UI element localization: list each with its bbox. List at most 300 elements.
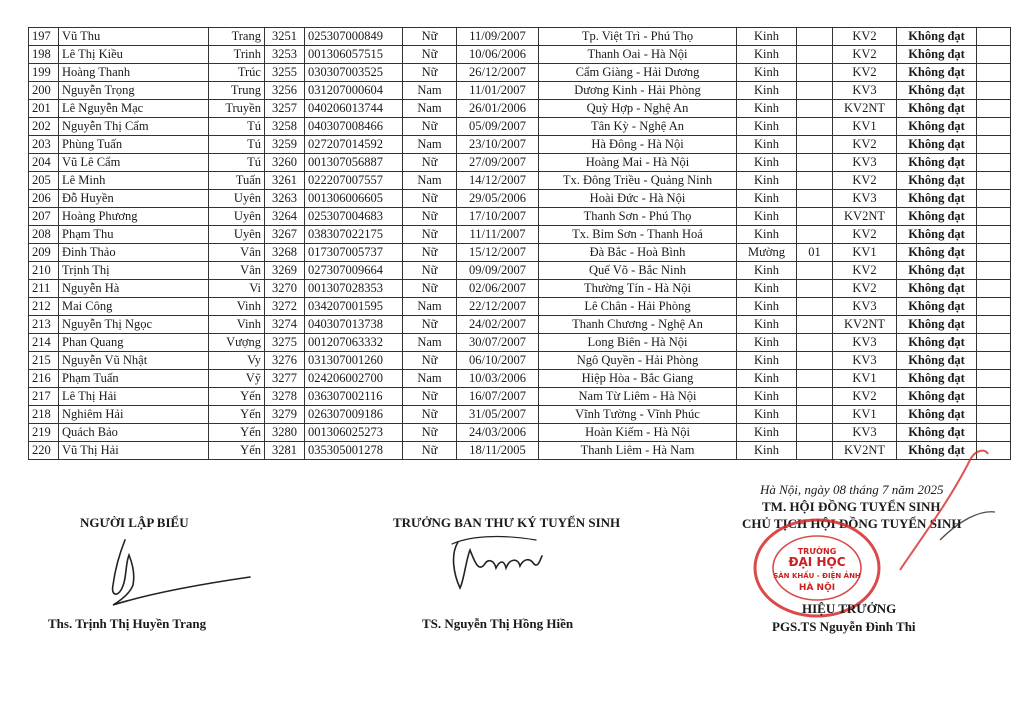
middle-name-cell: Hoàng Phương [59,208,209,226]
table-row [29,208,1011,226]
priority-group-cell [797,118,833,136]
middle-name-cell: Nguyễn Trọng [59,82,209,100]
row-number-cell: 206 [29,190,59,208]
candidate-number-cell: 3256 [265,82,305,100]
candidate-number-cell: 3275 [265,334,305,352]
blank-cell-cell [977,28,1011,46]
date-of-birth-cell: 11/01/2007 [457,82,539,100]
row-number-cell: 219 [29,424,59,442]
priority-group-cell [797,406,833,424]
candidate-number-cell: 3264 [265,208,305,226]
table-row [29,334,1011,352]
id-number-cell: 001207063332 [305,334,403,352]
middle-name-cell: Quách Bảo [59,424,209,442]
table-row [29,298,1011,316]
gender-cell: Nữ [403,388,457,406]
gender-cell: Nam [403,370,457,388]
date-of-birth-cell: 30/07/2007 [457,334,539,352]
table-row [29,406,1011,424]
given-name-cell: Tú [209,136,265,154]
area-zone-cell: KV3 [833,334,897,352]
area-zone-cell: KV2 [833,136,897,154]
middle-name-cell: Lê Thị Hải [59,388,209,406]
row-number-cell: 212 [29,298,59,316]
given-name-cell: Uyên [209,190,265,208]
table-row [29,424,1011,442]
row-number-cell: 216 [29,370,59,388]
given-name-cell: Uyên [209,208,265,226]
result-cell: Không đạt [897,190,977,208]
id-number-cell: 026307009186 [305,406,403,424]
blank-cell-cell [977,136,1011,154]
area-zone-cell: KV2 [833,46,897,64]
row-number-cell: 197 [29,28,59,46]
area-zone-cell: KV2NT [833,100,897,118]
middle-name-cell: Vũ Thị Hải [59,442,209,460]
id-number-cell: 022207007557 [305,172,403,190]
candidate-number-cell: 3255 [265,64,305,82]
table-row [29,388,1011,406]
blank-cell-cell [977,208,1011,226]
date-of-birth-cell: 24/02/2007 [457,316,539,334]
ethnicity-cell: Kinh [737,406,797,424]
ethnicity-cell: Kinh [737,154,797,172]
date-of-birth-cell: 24/03/2006 [457,424,539,442]
council-line-1: TM. HỘI ĐỒNG TUYỂN SINH [762,499,941,514]
candidate-number-cell: 3257 [265,100,305,118]
ethnicity-cell: Kinh [737,136,797,154]
blank-cell-cell [977,118,1011,136]
gender-cell: Nam [403,82,457,100]
row-number-cell: 211 [29,280,59,298]
birthplace-cell: Hoài Đức - Hà Nội [539,190,737,208]
birthplace-cell: Long Biên - Hà Nội [539,334,737,352]
ethnicity-cell: Kinh [737,100,797,118]
id-number-cell: 001307056887 [305,154,403,172]
row-number-cell: 207 [29,208,59,226]
row-number-cell: 203 [29,136,59,154]
id-number-cell: 040307008466 [305,118,403,136]
given-name-cell: Vân [209,262,265,280]
middle-name-cell: Lê Minh [59,172,209,190]
id-number-cell: 017307005737 [305,244,403,262]
birthplace-cell: Lê Chân - Hải Phòng [539,298,737,316]
result-cell: Không đạt [897,172,977,190]
result-cell: Không đạt [897,208,977,226]
middle-name-cell: Trịnh Thị [59,262,209,280]
ethnicity-cell: Kinh [737,298,797,316]
gender-cell: Nam [403,100,457,118]
ethnicity-cell: Kinh [737,190,797,208]
row-number-cell: 201 [29,100,59,118]
area-zone-cell: KV2 [833,226,897,244]
given-name-cell: Yến [209,424,265,442]
area-zone-cell: KV2NT [833,316,897,334]
ethnicity-cell: Kinh [737,388,797,406]
priority-group-cell [797,334,833,352]
ethnicity-cell: Mường [737,244,797,262]
id-number-cell: 001306057515 [305,46,403,64]
id-number-cell: 027207014592 [305,136,403,154]
ethnicity-cell: Kinh [737,334,797,352]
result-cell: Không đạt [897,406,977,424]
date-of-birth-cell: 10/06/2006 [457,46,539,64]
area-zone-cell: KV2 [833,28,897,46]
result-cell: Không đạt [897,334,977,352]
date-of-birth-cell: 10/03/2006 [457,370,539,388]
table-body [29,28,1011,460]
birthplace-cell: Ngô Quyền - Hải Phòng [539,352,737,370]
priority-group-cell [797,136,833,154]
birthplace-cell: Thanh Oai - Hà Nội [539,46,737,64]
date-of-birth-cell: 09/09/2007 [457,262,539,280]
candidate-number-cell: 3261 [265,172,305,190]
ethnicity-cell: Kinh [737,442,797,460]
ethnicity-cell: Kinh [737,28,797,46]
table-row [29,226,1011,244]
table-row [29,154,1011,172]
given-name-cell: Vy [209,352,265,370]
area-zone-cell: KV2 [833,262,897,280]
middle-name-cell: Phạm Thu [59,226,209,244]
gender-cell: Nữ [403,262,457,280]
blank-cell-cell [977,64,1011,82]
ethnicity-cell: Kinh [737,352,797,370]
middle-name-cell: Phạm Tuấn [59,370,209,388]
gender-cell: Nữ [403,316,457,334]
result-cell: Không đạt [897,154,977,172]
candidate-number-cell: 3277 [265,370,305,388]
middle-name-cell: Nguyễn Hà [59,280,209,298]
council-line-2: CHỦ TỊCH HỘI ĐỒNG TUYỂN SINH [742,516,962,531]
area-zone-cell: KV3 [833,424,897,442]
table-row [29,136,1011,154]
blank-cell-cell [977,388,1011,406]
seal-line-1: TRƯỜNG [797,547,837,556]
result-cell: Không đạt [897,226,977,244]
given-name-cell: Trúc [209,64,265,82]
blank-cell-cell [977,172,1011,190]
priority-group-cell [797,442,833,460]
middle-name-cell: Nguyễn Thị Cẩm [59,118,209,136]
area-zone-cell: KV2 [833,280,897,298]
middle-name-cell: Nguyễn Vũ Nhật [59,352,209,370]
seal-line-3: SÂN KHẤU - ĐIỆN ẢNH [773,572,861,580]
result-cell: Không đạt [897,424,977,442]
birthplace-cell: Quỳ Hợp - Nghệ An [539,100,737,118]
blank-cell-cell [977,280,1011,298]
priority-group-cell [797,280,833,298]
area-zone-cell: KV1 [833,244,897,262]
candidate-number-cell: 3253 [265,46,305,64]
result-cell: Không đạt [897,82,977,100]
gender-cell: Nam [403,136,457,154]
date-line: Hà Nội, ngày 08 tháng 7 năm 2025 [760,482,944,497]
seal-line-4: HÀ NỘI [798,583,836,593]
candidate-number-cell: 3272 [265,298,305,316]
birthplace-cell: Dương Kinh - Hải Phòng [539,82,737,100]
candidate-number-cell: 3259 [265,136,305,154]
candidate-number-cell: 3251 [265,28,305,46]
ethnicity-cell: Kinh [737,424,797,442]
blank-cell-cell [977,190,1011,208]
row-number-cell: 213 [29,316,59,334]
candidate-number-cell: 3258 [265,118,305,136]
id-number-cell: 027307009664 [305,262,403,280]
blank-cell-cell [977,316,1011,334]
preparer-name: Ths. Trịnh Thị Huyền Trang [48,616,207,631]
date-of-birth-cell: 22/12/2007 [457,298,539,316]
middle-name-cell: Vũ Thu [59,28,209,46]
gender-cell: Nữ [403,46,457,64]
birthplace-cell: Hoàng Mai - Hà Nội [539,154,737,172]
rector-signature-mark [880,440,1000,580]
row-number-cell: 214 [29,334,59,352]
middle-name-cell: Đinh Thảo [59,244,209,262]
given-name-cell: Tú [209,154,265,172]
result-cell: Không đạt [897,244,977,262]
gender-cell: Nữ [403,424,457,442]
result-cell: Không đạt [897,136,977,154]
ethnicity-cell: Kinh [737,172,797,190]
date-of-birth-cell: 11/09/2007 [457,28,539,46]
middle-name-cell: Nguyễn Thị Ngọc [59,316,209,334]
given-name-cell: Tuấn [209,172,265,190]
result-cell: Không đạt [897,118,977,136]
area-zone-cell: KV2 [833,388,897,406]
id-number-cell: 030307003525 [305,64,403,82]
priority-group-cell [797,64,833,82]
candidate-number-cell: 3269 [265,262,305,280]
birthplace-cell: Tp. Việt Trì - Phú Thọ [539,28,737,46]
gender-cell: Nam [403,298,457,316]
table-row [29,100,1011,118]
date-of-birth-cell: 14/12/2007 [457,172,539,190]
priority-group-cell [797,388,833,406]
given-name-cell: Vượng [209,334,265,352]
id-number-cell: 001306025273 [305,424,403,442]
candidate-number-cell: 3268 [265,244,305,262]
secretary-name: TS. Nguyễn Thị Hồng Hiền [422,616,574,631]
date-of-birth-cell: 26/12/2007 [457,64,539,82]
id-number-cell: 025307004683 [305,208,403,226]
date-of-birth-cell: 29/05/2006 [457,190,539,208]
date-of-birth-cell: 16/07/2007 [457,388,539,406]
row-number-cell: 205 [29,172,59,190]
result-cell: Không đạt [897,280,977,298]
table-row [29,244,1011,262]
blank-cell-cell [977,406,1011,424]
middle-name-cell: Lê Thị Kiều [59,46,209,64]
date-of-birth-cell: 31/05/2007 [457,406,539,424]
ethnicity-cell: Kinh [737,118,797,136]
middle-name-cell: Nghiêm Hải [59,406,209,424]
given-name-cell: Trinh [209,46,265,64]
result-cell: Không đạt [897,442,977,460]
ethnicity-cell: Kinh [737,262,797,280]
birthplace-cell: Tân Kỳ - Nghệ An [539,118,737,136]
priority-group-cell [797,82,833,100]
id-number-cell: 031207000604 [305,82,403,100]
priority-group-cell [797,208,833,226]
rector-name: PGS.TS Nguyễn Đình Thi [772,619,916,634]
priority-group-cell [797,190,833,208]
table-row [29,352,1011,370]
ethnicity-cell: Kinh [737,46,797,64]
birthplace-cell: Hà Đông - Hà Nội [539,136,737,154]
area-zone-cell: KV3 [833,190,897,208]
table-row [29,46,1011,64]
area-zone-cell: KV1 [833,118,897,136]
given-name-cell: Yến [209,388,265,406]
ethnicity-cell: Kinh [737,226,797,244]
result-cell: Không đạt [897,298,977,316]
gender-cell: Nữ [403,118,457,136]
blank-cell-cell [977,46,1011,64]
birthplace-cell: Nam Từ Liêm - Hà Nội [539,388,737,406]
ethnicity-cell: Kinh [737,82,797,100]
id-number-cell: 034207001595 [305,298,403,316]
gender-cell: Nam [403,334,457,352]
area-zone-cell: KV3 [833,352,897,370]
middle-name-cell: Hoàng Thanh [59,64,209,82]
date-of-birth-cell: 15/12/2007 [457,244,539,262]
row-number-cell: 218 [29,406,59,424]
preparer-signature [85,535,255,610]
birthplace-cell: Thanh Liêm - Hà Nam [539,442,737,460]
secretary-signature [440,530,550,600]
gender-cell: Nữ [403,64,457,82]
row-number-cell: 204 [29,154,59,172]
table-row [29,28,1011,46]
area-zone-cell: KV2NT [833,442,897,460]
blank-cell-cell [977,370,1011,388]
given-name-cell: Tú [209,118,265,136]
candidate-number-cell: 3263 [265,190,305,208]
result-cell: Không đạt [897,262,977,280]
row-number-cell: 202 [29,118,59,136]
candidate-number-cell: 3278 [265,388,305,406]
ethnicity-cell: Kinh [737,208,797,226]
given-name-cell: Yến [209,406,265,424]
priority-group-cell [797,316,833,334]
id-number-cell: 001307028353 [305,280,403,298]
priority-group-cell [797,172,833,190]
birthplace-cell: Tx. Bỉm Sơn - Thanh Hoá [539,226,737,244]
priority-group-cell [797,154,833,172]
table-row [29,280,1011,298]
date-of-birth-cell: 02/06/2007 [457,280,539,298]
birthplace-cell: Tx. Đông Triều - Quảng Ninh [539,172,737,190]
result-cell: Không đạt [897,28,977,46]
result-cell: Không đạt [897,316,977,334]
gender-cell: Nữ [403,226,457,244]
id-number-cell: 025307000849 [305,28,403,46]
table-row [29,82,1011,100]
middle-name-cell: Lê Nguyễn Mạc [59,100,209,118]
result-cell: Không đạt [897,352,977,370]
blank-cell-cell [977,244,1011,262]
gender-cell: Nữ [403,208,457,226]
gender-cell: Nữ [403,280,457,298]
table-row [29,370,1011,388]
birthplace-cell: Hoàn Kiếm - Hà Nội [539,424,737,442]
priority-group-cell [797,46,833,64]
area-zone-cell: KV2 [833,172,897,190]
ethnicity-cell: Kinh [737,280,797,298]
priority-group-cell [797,262,833,280]
candidate-number-cell: 3260 [265,154,305,172]
date-of-birth-cell: 17/10/2007 [457,208,539,226]
table-row [29,190,1011,208]
priority-group-cell [797,100,833,118]
birthplace-cell: Thanh Sơn - Phú Thọ [539,208,737,226]
area-zone-cell: KV3 [833,154,897,172]
table-row [29,442,1011,460]
table-row [29,172,1011,190]
date-of-birth-cell: 18/11/2005 [457,442,539,460]
gender-cell: Nữ [403,352,457,370]
given-name-cell: Vi [209,280,265,298]
gender-cell: Nữ [403,406,457,424]
area-zone-cell: KV3 [833,82,897,100]
given-name-cell: Truyền [209,100,265,118]
result-cell: Không đạt [897,64,977,82]
row-number-cell: 220 [29,442,59,460]
candidate-number-cell: 3276 [265,352,305,370]
middle-name-cell: Vũ Lê Cẩm [59,154,209,172]
middle-name-cell: Đỗ Huyền [59,190,209,208]
priority-group-cell [797,352,833,370]
candidate-number-cell: 3279 [265,406,305,424]
date-of-birth-cell: 06/10/2007 [457,352,539,370]
date-of-birth-cell: 26/01/2006 [457,100,539,118]
priority-group-cell [797,424,833,442]
table-row [29,316,1011,334]
given-name-cell: Yến [209,442,265,460]
birthplace-cell: Đà Bắc - Hoà Bình [539,244,737,262]
id-number-cell: 040307013738 [305,316,403,334]
ethnicity-cell: Kinh [737,370,797,388]
given-name-cell: Vỹ [209,370,265,388]
id-number-cell: 024206002700 [305,370,403,388]
birthplace-cell: Cẩm Giàng - Hải Dương [539,64,737,82]
row-number-cell: 217 [29,388,59,406]
area-zone-cell: KV2NT [833,208,897,226]
candidate-table [28,27,1011,460]
area-zone-cell: KV1 [833,406,897,424]
given-name-cell: Trung [209,82,265,100]
result-cell: Không đạt [897,100,977,118]
id-number-cell: 040206013744 [305,100,403,118]
row-number-cell: 200 [29,82,59,100]
row-number-cell: 209 [29,244,59,262]
candidate-number-cell: 3281 [265,442,305,460]
id-number-cell: 038307022175 [305,226,403,244]
date-of-birth-cell: 05/09/2007 [457,118,539,136]
area-zone-cell: KV1 [833,370,897,388]
ethnicity-cell: Kinh [737,316,797,334]
blank-cell-cell [977,262,1011,280]
date-of-birth-cell: 11/11/2007 [457,226,539,244]
id-number-cell: 036307002116 [305,388,403,406]
priority-group-cell [797,298,833,316]
row-number-cell: 198 [29,46,59,64]
birthplace-cell: Vĩnh Tường - Vĩnh Phúc [539,406,737,424]
given-name-cell: Vân [209,244,265,262]
id-number-cell: 031307001260 [305,352,403,370]
result-cell: Không đạt [897,46,977,64]
